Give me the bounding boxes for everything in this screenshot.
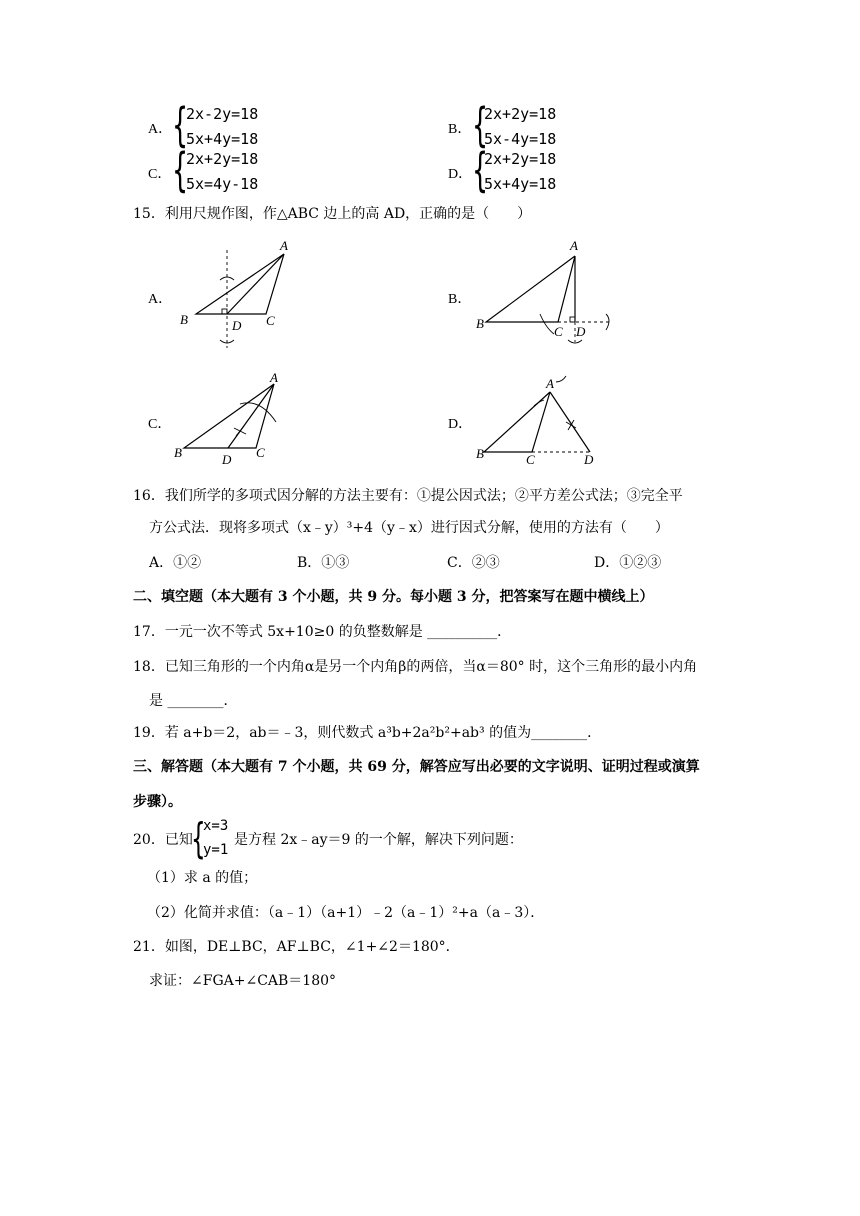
q20-equation-1: x=3: [203, 818, 229, 834]
svg-text:A: A: [546, 376, 554, 391]
equation-2: 5x+4y=18: [484, 175, 557, 193]
q15-question: 15．利用尺规作图，作△ABC 边上的高 AD，正确的是（ ）: [133, 206, 532, 222]
svg-text:B: B: [476, 446, 484, 461]
brace-icon: {: [191, 814, 206, 863]
q16-option-c: C．②③: [447, 555, 500, 571]
q18-line-2: 是 ________．: [149, 693, 238, 709]
q20-suffix: 是方程 2x﹣ay＝9 的一个解，解决下列问题：: [234, 832, 523, 848]
svg-text:B: B: [476, 316, 484, 331]
svg-text:B: B: [180, 312, 188, 327]
option-label: B．: [448, 122, 472, 137]
equation-2: 5x=4y-18: [186, 175, 259, 193]
q20-prefix: 20．已知: [133, 832, 193, 848]
q19-question: 19．若 a+b＝2，ab＝﹣3，则代数式 a³b+2a²b²+ab³ 的值为________．: [133, 725, 602, 741]
q16-option-d: D．①②③: [594, 555, 662, 571]
equation-2: 5x-4y=18: [484, 130, 557, 148]
svg-text:D: D: [232, 318, 242, 333]
equation-2: 5x+4y=18: [186, 130, 259, 148]
svg-text:A: A: [570, 238, 578, 253]
option-label: C．: [148, 167, 172, 182]
q21-line-2: 求证：∠FGA+∠CAB＝180°: [149, 973, 337, 989]
q18-line-1: 18．已知三角形的一个内角α是另一个内角β的两倍，当α＝80° 时，这个三角形的最小内角: [133, 659, 698, 675]
q16-option-b: B．①③: [297, 555, 350, 571]
equation-1: 2x-2y=18: [186, 105, 259, 123]
section-heading-answer: 三、解答题（本大题有 7 个小题，共 69 分，解答应写出必要的文字说明、证明过程或演算: [133, 759, 700, 775]
q15-figure-d: [470, 370, 620, 470]
q16-option-a: A．①②: [149, 555, 202, 571]
svg-text:C: C: [256, 445, 265, 460]
brace-icon: {: [472, 98, 489, 152]
brace-icon: {: [472, 143, 489, 197]
svg-text:D: D: [222, 452, 232, 467]
svg-text:C: C: [554, 324, 563, 339]
q20-part-1: （1）求 a 的值；: [147, 870, 258, 886]
svg-text:C: C: [266, 313, 275, 328]
q15-option-c-label: C．: [148, 417, 172, 432]
svg-text:B: B: [174, 445, 182, 460]
q15-option-b-label: B．: [448, 292, 472, 307]
section-heading-fill-in: 二、填空题（本大题有 3 个小题，共 9 分。每小题 3 分，把答案写在题中横线上）: [133, 589, 654, 605]
q16-line-1: 16．我们所学的多项式因分解的方法主要有：①提公因式法；②平方差公式法；③完全平: [133, 488, 683, 504]
q15-figure-a: [170, 236, 300, 356]
q20-part-2: （2）化简并求值：（a﹣1）（a+1）﹣2（a﹣1）²+a（a﹣3）．: [147, 905, 545, 921]
q21-line-1: 21．如图，DE⊥BC，AF⊥BC，∠1+∠2＝180°．: [133, 939, 460, 955]
q17-question: 17．一元一次不等式 5x+10≥0 的负整数解是 __________．: [133, 624, 512, 640]
equation-1: 2x+2y=18: [186, 150, 259, 168]
q15-figure-c: [170, 370, 300, 470]
q15-option-a-label: A．: [148, 292, 173, 307]
brace-icon: {: [172, 98, 189, 152]
brace-icon: {: [172, 143, 189, 197]
equation-1: 2x+2y=18: [484, 105, 557, 123]
section-heading-answer-cont: 步骤）。: [133, 794, 182, 810]
svg-text:D: D: [584, 452, 594, 467]
svg-text:D: D: [576, 324, 586, 339]
equation-1: 2x+2y=18: [484, 150, 557, 168]
svg-text:C: C: [526, 452, 535, 467]
q15-option-d-label: D．: [448, 417, 473, 432]
option-label: D．: [448, 167, 473, 182]
q20-equation-2: y=1: [203, 842, 229, 858]
svg-text:A: A: [280, 238, 288, 253]
svg-text:A: A: [270, 370, 278, 385]
q15-figure-b: [470, 234, 620, 354]
q16-line-2: 方公式法．现将多项式（x﹣y）³+4（y﹣x）进行因式分解，使用的方法有（ ）: [149, 520, 669, 536]
option-label: A．: [148, 122, 173, 137]
